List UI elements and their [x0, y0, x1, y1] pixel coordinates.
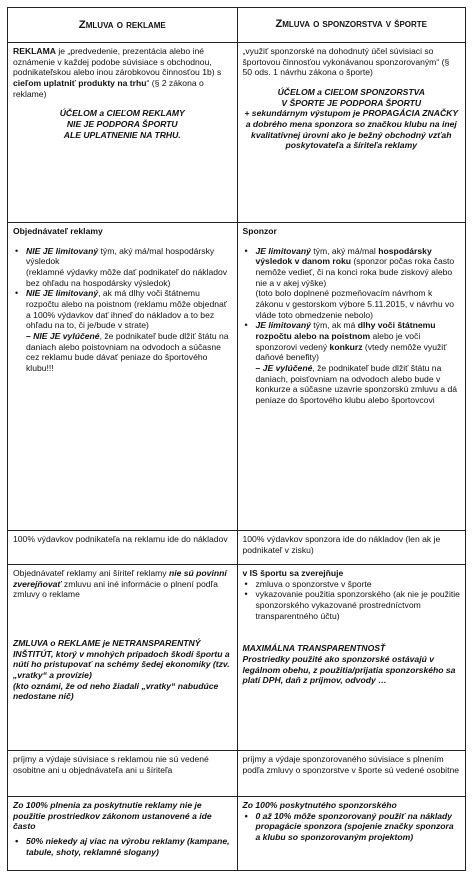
sponsorship-goal-line-3: + sekundárnym výstupom je PROPAGÁCIA ZNAČKY a dobrého mena sponzora so značkou klubu na inej kvalitatívnej úrovni ako je bežný obchodný vzťah poskytovateľa a šíriteľa reklamy — [244, 108, 459, 151]
sponsorship-costs-text: 100% výdavkov sponzora ide do nákladov (len ak je podnikateľ v zisku) — [242, 534, 441, 555]
list-item: • NIE JE limitovaný tým, aký má/mal hospodársky výsledok (reklamné výdavky môže dať podnikateľ do nákladov bez ohľadu na hospodársky výsledok) — [26, 246, 232, 289]
cell-sponsorship-transparency — [237, 565, 466, 750]
list-item: • JE limitovaný tým, aký má/mal hospodársky výsledok v danom roku (sponzor počas roka často nemôže vedieť, či na konci roka bude ziskový alebo nie a v akej výške) (toto bolo doplnené pozmeňovacím návrhom k zákonu v gestorskom výbore 5.11.2015, v návrhu vo vláde toto obmedzenie nebolo) — [256, 246, 461, 321]
table-row-costs — [8, 530, 465, 564]
sponsorship-usage-list — [243, 811, 461, 843]
sponsorship-legal-flow: Prostriedky použité ako sponzorské ostávajú v legálnom obehu, z použitia/prijatia sponzorského sa platí DPH, daň z príjmov, odvody … — [242, 653, 456, 686]
table-row-limits — [8, 222, 465, 530]
cell-advertising-usage — [8, 797, 237, 870]
header-left — [8, 8, 237, 42]
advertising-usage-list — [13, 836, 232, 857]
comparison-table — [7, 7, 466, 871]
table-row-usage — [8, 796, 465, 870]
advertising-definition — [13, 46, 232, 99]
sponsorship-disclosure-title: v IS športu sa zverejňuje — [242, 568, 344, 578]
advertising-usage-text: Zo 100% plnenia za poskytnutie reklamy nie je použitie prostriedkov zákonom ustanovené a ide často — [13, 800, 212, 832]
sponsorship-accounting-text: príjmy a výdaje sponzorovaného súvisiace s plnením podľa zmluvy o sponzorstve v športe sú vedené osobitne — [242, 754, 460, 775]
advertiser-limits-list — [13, 246, 232, 331]
advertising-nontransparent: ZMLUVA o REKLAME je NETRANSPARENTNÝ INŠTITÚT, ktorý v mnohých prípadoch škodí športu a nútí ho pristupovať na schémy šedej ekonomiky (tzv. „vratky“ a provízie) — [13, 637, 230, 680]
sponsorship-goal-line-1: ÚČELOM a CIEĽOM SPONZORSTVA — [277, 86, 425, 97]
advertiser-title: Objednávateľ reklamy — [13, 226, 103, 236]
table-header-row — [8, 8, 465, 42]
table-row-transparency — [8, 564, 465, 750]
advertising-purpose: cieľom uplatniť produkty na trhu — [13, 77, 147, 88]
advertising-goal-line-1: ÚČELOM a CIEĽOM REKLAMY — [59, 108, 185, 119]
advertiser-limits-consequence: – NIE JE vylúčené, že podnikateľ bude dlžiť štátu na daniach alebo poistovniam na odvodoch a súčasne cez reklamu bude dávať peniaze do športového klubu!!! — [26, 330, 229, 373]
sponsor-title: Sponzor — [242, 226, 277, 236]
advertising-costs-text: 100% výdavkov podnikateľa na reklamu ide do nákladov — [13, 534, 228, 544]
cell-advertising-transparency — [8, 565, 237, 750]
list-item: • 50% niekedy aj viac na výrobu reklamy (kampane, tabule, shoty, reklamné slogany) — [26, 836, 232, 857]
advertising-goal-line-3: ALE UPLATNENIE NA TRHU. — [63, 129, 181, 140]
list-item: • NIE JE limitovaný, ak má dlhy voči štátnemu rozpočtu alebo na poistnom (reklamu môže objednať a 100% výdavkov dať ihneď do nákladov a to bez ohľadu na to, či je/bude v strate) — [26, 288, 232, 331]
cell-sponsorship-definition — [237, 43, 466, 222]
advertising-disclosure: Objednávateľ reklamy ani šíriteľ reklamy nie sú povinní zverejňovať zmluvu ani iné informácie o plnení podľa zmluvy o reklame — [13, 568, 227, 600]
cell-sponsorship-usage — [237, 797, 466, 870]
advertising-accounting-text: príjmy a výdaje súvisiace s reklamou nie sú vedené osobitne ani u objednávateľa ani u šíriteľa — [13, 754, 209, 775]
list-item: • vykazovanie použitia sponzorského (ak nie je použitie sponzorského vykazované prostredníctvom transparentného účtu) — [256, 589, 461, 621]
cell-advertising-costs — [8, 531, 237, 564]
advertising-definition-text: je „predvedenie, prezentácia alebo iné oznámenie v každej podobe súvisiace s obchodnou, podnikateľskou alebo inou zárobkovou činnosťou 1b) s — [13, 46, 222, 78]
header-right — [237, 8, 466, 42]
cell-advertising-definition — [8, 43, 237, 222]
cell-sponsorship-accounting — [237, 751, 466, 796]
sponsorship-usage-text: Zo 100% poskytnutého sponzorského — [242, 800, 397, 810]
sponsorship-goal-line-2: V ŠPORTE JE PODPORA ŠPORTU — [281, 97, 422, 108]
cell-advertising-accounting — [8, 751, 237, 796]
cell-advertiser-limits — [8, 223, 237, 530]
sponsor-limits-consequence: – JE vylúčené, že podnikateľ bude dlžiť štátu na daniach, poisťovniam na odvodoch alebo bude v konkurze a súčasne uzavrie sponzorskú zmluvu a dá peniaze do športového klubu alebo športovcovi — [255, 362, 458, 405]
sponsorship-max-transparency: MAXIMÁLNA TRANSPARENTNOSŤ — [242, 643, 386, 654]
sponsorship-disclosure-list — [243, 579, 461, 622]
sponsor-limits-list — [243, 246, 461, 363]
list-item: • JE limitovaný tým, ak má dlhy voči štátnemu rozpočtu alebo na poistnom alebo je voči sponzorovi vedený konkurz (vtedy nemôže využiť daňové benefity) — [256, 320, 461, 363]
list-item: • 0 až 10% môže sponzorovaný použiť na náklady propagácie sponzora (spojenie značky sponzora a klubu so sponzorovaným projektom) — [256, 811, 461, 843]
advertising-term: REKLAMA — [13, 46, 56, 56]
cell-sponsorship-costs — [237, 531, 466, 564]
list-item: • zmluva o sponzorstve v športe — [256, 579, 461, 590]
table-row-definition — [8, 42, 465, 222]
advertising-kickbacks-note: (kto oznámi, že od neho žiadali „vratky“ nabudúce nedostane nič) — [13, 680, 219, 702]
table-row-accounting — [8, 750, 465, 796]
cell-sponsor-limits — [237, 223, 466, 530]
header-right-text: Zmluva o sponzorstva v športe — [275, 18, 428, 31]
sponsorship-definition: „využiť sponzorské na dohodnutý účel súvisiaci so športovou činnosťou vykonávanou sponzorovaným“ (§ 50 ods. 1 návrhu zákona o športe) — [242, 46, 450, 78]
advertising-source: “ (§ 2 zákona o reklame) — [13, 77, 204, 99]
advertising-goal-line-2: NIE JE PODPORA ŠPORTU — [66, 118, 178, 129]
header-left-text: Zmluva o reklame — [78, 18, 166, 31]
